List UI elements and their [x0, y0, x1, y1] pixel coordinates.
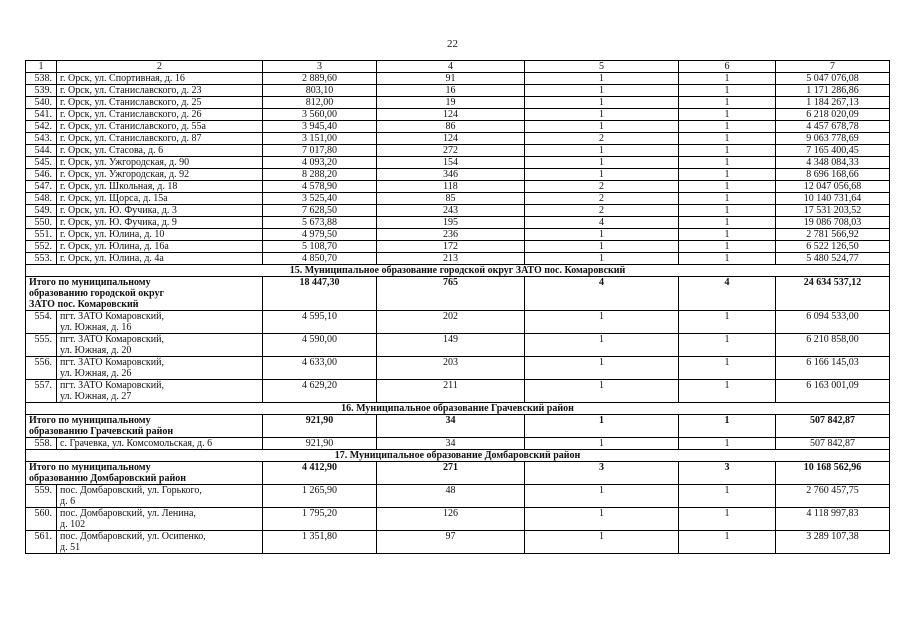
- total-apartments-cell: 271: [377, 462, 525, 485]
- apartments-cell: 154: [377, 157, 525, 169]
- address-line: пгт. ЗАТО Комаровский,: [60, 334, 164, 345]
- table-row: [26, 253, 890, 265]
- total-apartments-cell: 34: [377, 415, 525, 438]
- column-5-cell: 1: [525, 531, 679, 554]
- apartments-cell: 202: [377, 311, 525, 334]
- apartments-cell: 211: [377, 380, 525, 403]
- address-line: ул. Южная, д. 20: [60, 345, 132, 356]
- apartments-cell: 126: [377, 508, 525, 531]
- apartments-cell: 16: [377, 85, 525, 97]
- header-cell: 7: [776, 61, 890, 73]
- column-5-cell: 2: [525, 205, 679, 217]
- row-number-cell: 556.: [26, 357, 57, 380]
- total-column-5-cell: 4: [525, 277, 679, 311]
- total-label-line: образованию городской округ: [29, 288, 165, 299]
- apartments-cell: 172: [377, 241, 525, 253]
- apartments-cell: 213: [377, 253, 525, 265]
- total-column-5-cell: 1: [525, 415, 679, 438]
- area-cell: 3 945,40: [263, 121, 377, 133]
- cost-cell: 2 781 566,92: [776, 229, 890, 241]
- column-6-cell: 1: [679, 133, 776, 145]
- total-label-line: ЗАТО пос. Комаровский: [29, 299, 139, 310]
- column-5-cell: 1: [525, 357, 679, 380]
- row-number-cell: 540.: [26, 97, 57, 109]
- total-row: [26, 415, 890, 438]
- row-number-cell: 543.: [26, 133, 57, 145]
- apartments-cell: 85: [377, 193, 525, 205]
- row-number-cell: 555.: [26, 334, 57, 357]
- apartments-cell: 34: [377, 438, 525, 450]
- address-cell: [57, 380, 263, 403]
- registry-table: [25, 60, 890, 554]
- total-area-cell: 18 447,30: [263, 277, 377, 311]
- table-row: [26, 229, 890, 241]
- column-6-cell: 1: [679, 380, 776, 403]
- address-line: пос. Домбаровский, ул. Горького,: [60, 485, 202, 496]
- apartments-cell: 346: [377, 169, 525, 181]
- column-5-cell: 4: [525, 217, 679, 229]
- apartments-cell: 149: [377, 334, 525, 357]
- row-number-cell: 542.: [26, 121, 57, 133]
- cost-cell: 1 184 267,13: [776, 97, 890, 109]
- apartments-cell: 124: [377, 133, 525, 145]
- header-cell: 3: [263, 61, 377, 73]
- area-cell: 4 979,50: [263, 229, 377, 241]
- address-cell: [57, 485, 263, 508]
- total-label: [26, 277, 263, 311]
- cost-cell: 12 047 056,68: [776, 181, 890, 193]
- total-row: [26, 462, 890, 485]
- area-cell: 8 288,20: [263, 169, 377, 181]
- column-5-cell: 1: [525, 241, 679, 253]
- address-cell: г. Орск, ул. Станиславского, д. 25: [57, 97, 263, 109]
- area-cell: 4 578,90: [263, 181, 377, 193]
- address-cell: г. Орск, ул. Спортивная, д. 16: [57, 73, 263, 85]
- cost-cell: 6 218 020,09: [776, 109, 890, 121]
- table-row: [26, 217, 890, 229]
- area-cell: 1 265,90: [263, 485, 377, 508]
- cost-cell: 6 210 858,00: [776, 334, 890, 357]
- cost-cell: 6 166 145,03: [776, 357, 890, 380]
- cost-cell: 9 063 778,69: [776, 133, 890, 145]
- row-number-cell: 552.: [26, 241, 57, 253]
- apartments-cell: 118: [377, 181, 525, 193]
- table-row: [26, 109, 890, 121]
- area-cell: 3 525,40: [263, 193, 377, 205]
- column-6-cell: 1: [679, 85, 776, 97]
- total-column-5-cell: 3: [525, 462, 679, 485]
- address-cell: [57, 334, 263, 357]
- column-5-cell: 1: [525, 229, 679, 241]
- section-title: 16. Муниципальное образование Грачевский район: [26, 403, 890, 415]
- table-row: [26, 205, 890, 217]
- header-cell: 4: [377, 61, 525, 73]
- table-row: [26, 181, 890, 193]
- column-6-cell: 1: [679, 205, 776, 217]
- column-6-cell: 1: [679, 357, 776, 380]
- address-line: д. 51: [60, 542, 81, 553]
- area-cell: 3 560,00: [263, 109, 377, 121]
- address-cell: г. Орск, ул. Станиславского, д. 87: [57, 133, 263, 145]
- table-row: [26, 531, 890, 554]
- area-cell: 921,90: [263, 438, 377, 450]
- cost-cell: 6 094 533,00: [776, 311, 890, 334]
- area-cell: 4 595,10: [263, 311, 377, 334]
- column-6-cell: 1: [679, 311, 776, 334]
- column-5-cell: 2: [525, 133, 679, 145]
- address-cell: г. Орск, ул. Юлина, д. 16а: [57, 241, 263, 253]
- column-6-cell: 1: [679, 229, 776, 241]
- table-row: [26, 85, 890, 97]
- area-cell: 1 351,80: [263, 531, 377, 554]
- area-cell: 4 629,20: [263, 380, 377, 403]
- table-row: [26, 334, 890, 357]
- address-cell: [57, 531, 263, 554]
- address-cell: г. Орск, ул. Ю. Фучика, д. 9: [57, 217, 263, 229]
- column-5-cell: 1: [525, 121, 679, 133]
- apartments-cell: 236: [377, 229, 525, 241]
- cost-cell: 19 086 708,03: [776, 217, 890, 229]
- row-number-cell: 559.: [26, 485, 57, 508]
- address-line: ул. Южная, д. 27: [60, 391, 132, 402]
- column-5-cell: 1: [525, 157, 679, 169]
- row-number-cell: 549.: [26, 205, 57, 217]
- area-cell: 3 151,00: [263, 133, 377, 145]
- total-label-line: образованию Грачевский район: [29, 426, 174, 437]
- table-row: [26, 169, 890, 181]
- header-cell: 6: [679, 61, 776, 73]
- column-5-cell: 1: [525, 508, 679, 531]
- row-number-cell: 561.: [26, 531, 57, 554]
- area-cell: 4 633,00: [263, 357, 377, 380]
- cost-cell: 6 522 126,50: [776, 241, 890, 253]
- address-cell: г. Орск, ул. Стасова, д. 6: [57, 145, 263, 157]
- column-5-cell: 2: [525, 181, 679, 193]
- column-6-cell: 1: [679, 97, 776, 109]
- address-cell: г. Орск, ул. Юлина, д. 10: [57, 229, 263, 241]
- total-column-6-cell: 4: [679, 277, 776, 311]
- column-6-cell: 1: [679, 145, 776, 157]
- total-cost-cell: 24 634 537,12: [776, 277, 890, 311]
- apartments-cell: 97: [377, 531, 525, 554]
- table-row: [26, 508, 890, 531]
- row-number-cell: 538.: [26, 73, 57, 85]
- column-5-cell: 1: [525, 253, 679, 265]
- table-row: [26, 121, 890, 133]
- table-row: [26, 157, 890, 169]
- cost-cell: 17 531 203,52: [776, 205, 890, 217]
- area-cell: 5 673,88: [263, 217, 377, 229]
- total-label-line: Итого по муниципальному: [29, 277, 151, 288]
- area-cell: 803,10: [263, 85, 377, 97]
- table-row: [26, 73, 890, 85]
- column-6-cell: 1: [679, 109, 776, 121]
- table-body: [26, 61, 890, 554]
- row-number-cell: 553.: [26, 253, 57, 265]
- row-number-cell: 541.: [26, 109, 57, 121]
- apartments-cell: 195: [377, 217, 525, 229]
- column-5-cell: 1: [525, 311, 679, 334]
- column-6-cell: 1: [679, 73, 776, 85]
- area-cell: 4 850,70: [263, 253, 377, 265]
- area-cell: 4 590,00: [263, 334, 377, 357]
- address-line: пгт. ЗАТО Комаровский,: [60, 380, 164, 391]
- row-number-cell: 554.: [26, 311, 57, 334]
- address-cell: [57, 357, 263, 380]
- cost-cell: 4 348 084,33: [776, 157, 890, 169]
- address-cell: [57, 311, 263, 334]
- address-cell: г. Орск, ул. Школьная, д. 18: [57, 181, 263, 193]
- address-cell: г. Орск, ул. Щорса, д. 15а: [57, 193, 263, 205]
- cost-cell: 5 480 524,77: [776, 253, 890, 265]
- table-row: [26, 193, 890, 205]
- header-cell: 1: [26, 61, 57, 73]
- total-label-line: образованию Домбаровский район: [29, 473, 186, 484]
- row-number-cell: 558.: [26, 438, 57, 450]
- column-6-cell: 1: [679, 253, 776, 265]
- address-line: пос. Домбаровский, ул. Осипенко,: [60, 531, 206, 542]
- address-line: ул. Южная, д. 26: [60, 368, 132, 379]
- section-title: 15. Муниципальное образование городской округ ЗАТО пос. Комаровский: [26, 265, 890, 277]
- column-5-cell: 1: [525, 334, 679, 357]
- table-row: [26, 438, 890, 450]
- cost-cell: 507 842,87: [776, 438, 890, 450]
- address-line: д. 102: [60, 519, 86, 530]
- table-row: [26, 145, 890, 157]
- column-6-cell: 1: [679, 217, 776, 229]
- address-cell: г. Орск, ул. Станиславского, д. 26: [57, 109, 263, 121]
- header-row: [26, 61, 890, 73]
- cost-cell: 2 760 457,75: [776, 485, 890, 508]
- row-number-cell: 544.: [26, 145, 57, 157]
- column-5-cell: 1: [525, 380, 679, 403]
- total-label-line: Итого по муниципальному: [29, 415, 151, 426]
- row-number-cell: 539.: [26, 85, 57, 97]
- header-cell: 2: [57, 61, 263, 73]
- address-cell: г. Орск, ул. Ю. Фучика, д. 3: [57, 205, 263, 217]
- column-5-cell: 1: [525, 438, 679, 450]
- cost-cell: 6 163 001,09: [776, 380, 890, 403]
- total-column-6-cell: 1: [679, 415, 776, 438]
- column-6-cell: 1: [679, 169, 776, 181]
- row-number-cell: 551.: [26, 229, 57, 241]
- column-5-cell: 1: [525, 169, 679, 181]
- column-6-cell: 1: [679, 193, 776, 205]
- total-row: [26, 277, 890, 311]
- page-number: 22: [447, 38, 458, 50]
- cost-cell: 4 457 678,78: [776, 121, 890, 133]
- cost-cell: 8 696 168,66: [776, 169, 890, 181]
- row-number-cell: 557.: [26, 380, 57, 403]
- cost-cell: 5 047 076,08: [776, 73, 890, 85]
- address-cell: [57, 508, 263, 531]
- area-cell: 4 093,20: [263, 157, 377, 169]
- cost-cell: 7 165 400,45: [776, 145, 890, 157]
- area-cell: 1 795,20: [263, 508, 377, 531]
- column-5-cell: 1: [525, 145, 679, 157]
- table-row: [26, 485, 890, 508]
- table-row: [26, 311, 890, 334]
- column-6-cell: 1: [679, 485, 776, 508]
- cost-cell: 10 140 731,64: [776, 193, 890, 205]
- table-row: [26, 357, 890, 380]
- address-line: пос. Домбаровский, ул. Ленина,: [60, 508, 196, 519]
- address-cell: г. Орск, ул. Ужгородская, д. 92: [57, 169, 263, 181]
- table-row: [26, 133, 890, 145]
- section-title-row: [26, 265, 890, 277]
- row-number-cell: 550.: [26, 217, 57, 229]
- header-cell: 5: [525, 61, 679, 73]
- total-label: [26, 462, 263, 485]
- apartments-cell: 91: [377, 73, 525, 85]
- apartments-cell: 19: [377, 97, 525, 109]
- column-6-cell: 1: [679, 121, 776, 133]
- total-cost-cell: 10 168 562,96: [776, 462, 890, 485]
- cost-cell: 3 289 107,38: [776, 531, 890, 554]
- address-line: пгт. ЗАТО Комаровский,: [60, 357, 164, 368]
- section-title: 17. Муниципальное образование Домбаровский район: [26, 450, 890, 462]
- column-5-cell: 1: [525, 485, 679, 508]
- total-apartments-cell: 765: [377, 277, 525, 311]
- apartments-cell: 124: [377, 109, 525, 121]
- column-6-cell: 1: [679, 438, 776, 450]
- apartments-cell: 86: [377, 121, 525, 133]
- total-cost-cell: 507 842,87: [776, 415, 890, 438]
- apartments-cell: 203: [377, 357, 525, 380]
- address-cell: г. Орск, ул. Станиславского, д. 55а: [57, 121, 263, 133]
- row-number-cell: 548.: [26, 193, 57, 205]
- area-cell: 7 628,50: [263, 205, 377, 217]
- total-label: [26, 415, 263, 438]
- cost-cell: 1 171 286,86: [776, 85, 890, 97]
- address-line: пгт. ЗАТО Комаровский,: [60, 311, 164, 322]
- cost-cell: 4 118 997,83: [776, 508, 890, 531]
- total-area-cell: 921,90: [263, 415, 377, 438]
- row-number-cell: 546.: [26, 169, 57, 181]
- area-cell: 5 108,70: [263, 241, 377, 253]
- section-title-row: [26, 450, 890, 462]
- row-number-cell: 560.: [26, 508, 57, 531]
- column-6-cell: 1: [679, 157, 776, 169]
- column-6-cell: 1: [679, 508, 776, 531]
- row-number-cell: 547.: [26, 181, 57, 193]
- table-row: [26, 97, 890, 109]
- apartments-cell: 272: [377, 145, 525, 157]
- column-6-cell: 1: [679, 241, 776, 253]
- address-cell: г. Орск, ул. Юлина, д. 4а: [57, 253, 263, 265]
- area-cell: 812,00: [263, 97, 377, 109]
- column-6-cell: 1: [679, 334, 776, 357]
- total-label-line: Итого по муниципальному: [29, 462, 151, 473]
- column-6-cell: 1: [679, 181, 776, 193]
- area-cell: 7 017,80: [263, 145, 377, 157]
- address-line: ул. Южная, д. 16: [60, 322, 132, 333]
- table-row: [26, 380, 890, 403]
- total-column-6-cell: 3: [679, 462, 776, 485]
- row-number-cell: 545.: [26, 157, 57, 169]
- area-cell: 2 889,60: [263, 73, 377, 85]
- address-cell: г. Орск, ул. Станиславского, д. 23: [57, 85, 263, 97]
- apartments-cell: 48: [377, 485, 525, 508]
- column-5-cell: 1: [525, 109, 679, 121]
- total-area-cell: 4 412,90: [263, 462, 377, 485]
- section-title-row: [26, 403, 890, 415]
- table-row: [26, 241, 890, 253]
- column-5-cell: 1: [525, 97, 679, 109]
- apartments-cell: 243: [377, 205, 525, 217]
- column-5-cell: 2: [525, 193, 679, 205]
- column-5-cell: 1: [525, 85, 679, 97]
- address-cell: с. Грачевка, ул. Комсомольская, д. 6: [57, 438, 263, 450]
- address-line: д. 6: [60, 496, 76, 507]
- address-cell: г. Орск, ул. Ужгородская, д. 90: [57, 157, 263, 169]
- column-6-cell: 1: [679, 531, 776, 554]
- column-5-cell: 1: [525, 73, 679, 85]
